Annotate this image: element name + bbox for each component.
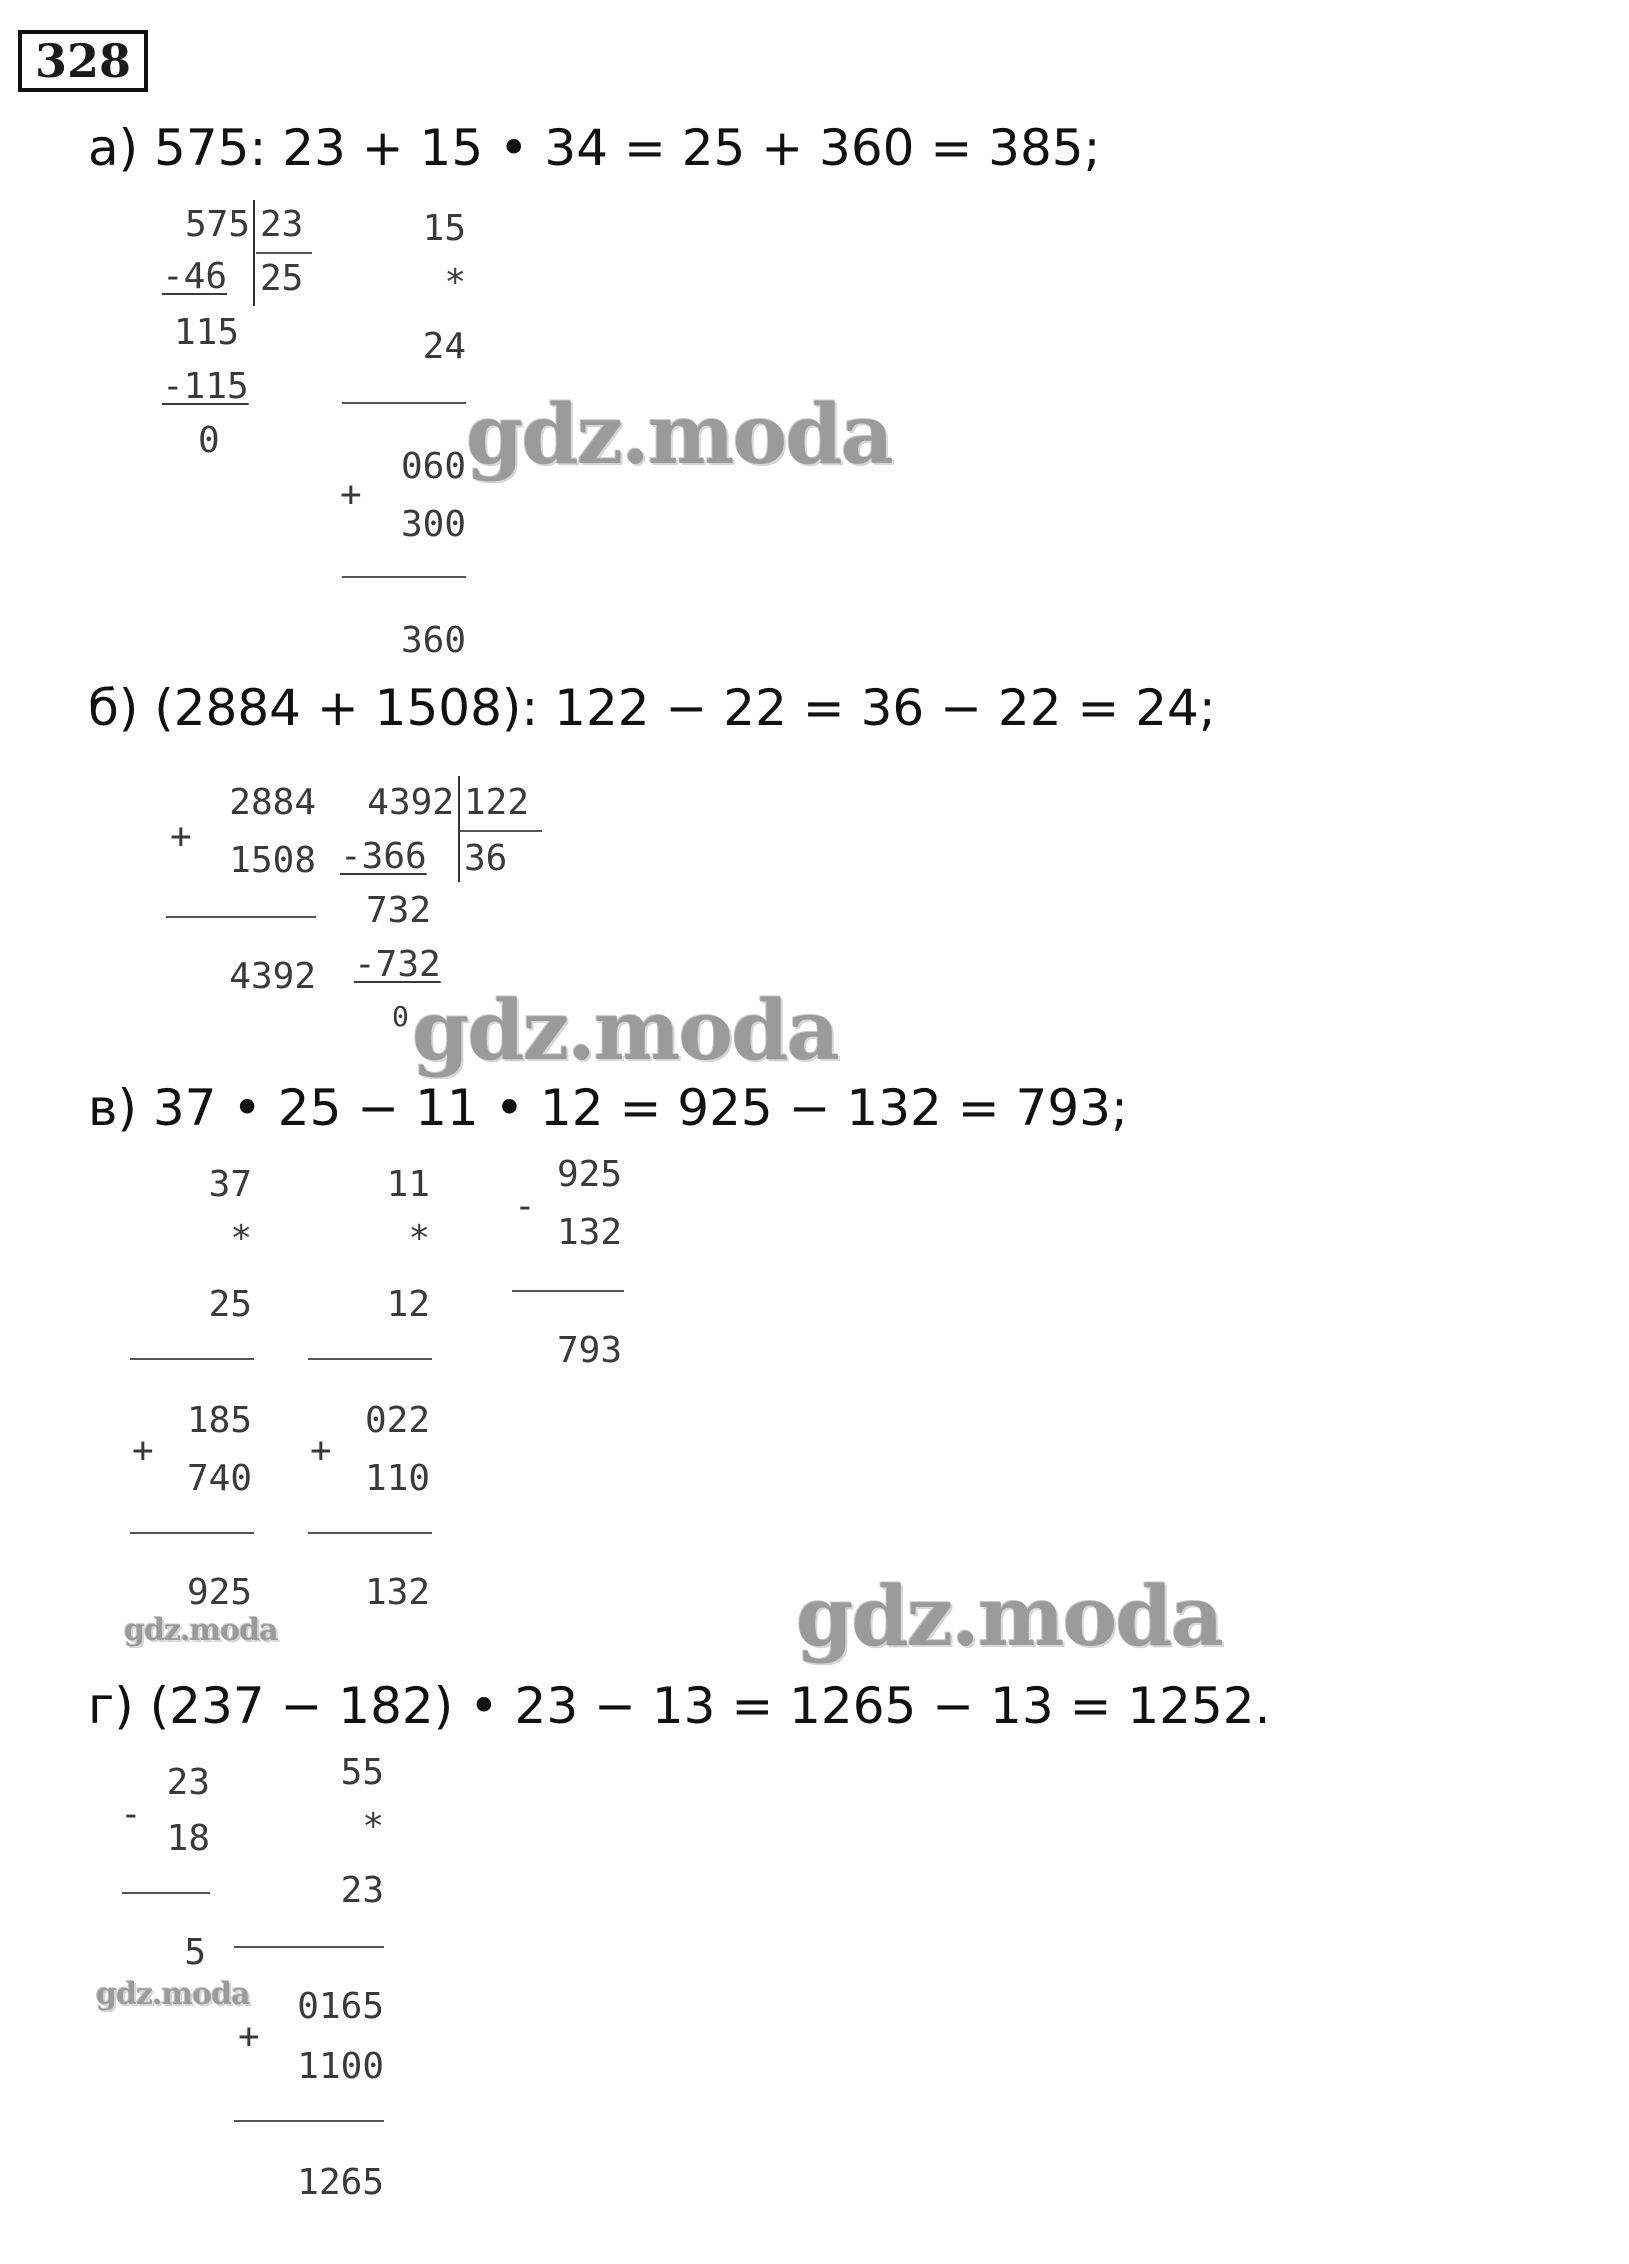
- multiply-sign: *: [230, 1218, 252, 1259]
- partial-product-1: 185: [186, 1400, 252, 1441]
- minuend: 925: [556, 1154, 622, 1195]
- dividend: 575: [184, 204, 250, 245]
- division-bracket-horizontal: [256, 252, 312, 254]
- product-result: 925: [186, 1572, 252, 1613]
- factor-top: 15: [422, 208, 466, 249]
- minus-sign: -: [514, 1186, 536, 1227]
- watermark: gdz.moda: [96, 1977, 250, 2012]
- partial-product-2: 300: [400, 504, 466, 545]
- division-bracket-horizontal: [460, 830, 542, 832]
- product-result: 132: [364, 1572, 430, 1613]
- addend-bottom: 1508: [229, 840, 316, 881]
- watermark: gdz.moda: [466, 387, 892, 483]
- difference-line: [512, 1290, 624, 1292]
- multiply-sign: *: [362, 1806, 384, 1847]
- product-line-2: [130, 1532, 254, 1534]
- plus-sign: +: [340, 474, 362, 515]
- factor-bottom: 25: [208, 1284, 252, 1325]
- subtrahend: 18: [166, 1818, 210, 1859]
- partial-remainder: 115: [174, 312, 240, 353]
- subtrahend-1: -366: [340, 836, 427, 877]
- remainder: 0: [198, 420, 220, 461]
- product-line-1: [130, 1358, 254, 1360]
- difference-line: [122, 1892, 210, 1894]
- plus-sign: +: [170, 816, 192, 857]
- product-line-1: [308, 1358, 432, 1360]
- partial-product-1: 022: [364, 1400, 430, 1441]
- watermark: gdz.moda: [796, 1569, 1222, 1665]
- division-bracket-vertical: [458, 776, 460, 882]
- sum-line: [166, 916, 316, 918]
- minus-sign: -: [120, 1794, 142, 1835]
- difference-result: 5: [184, 1932, 206, 1973]
- plus-sign: +: [132, 1430, 154, 1471]
- product-line-1: [234, 1946, 384, 1948]
- partial-product-1: 0165: [297, 1986, 384, 2027]
- subtrahend-2: -732: [354, 944, 441, 985]
- divisor: 23: [260, 204, 304, 245]
- multiply-sign: *: [408, 1218, 430, 1259]
- product-line-2: [342, 576, 466, 578]
- partial-remainder: 732: [366, 890, 432, 931]
- factor-top: 37: [208, 1164, 252, 1205]
- minuend: 23: [166, 1762, 210, 1803]
- factor-top: 55: [340, 1752, 384, 1793]
- division-bracket-vertical: [253, 200, 255, 306]
- subtrahend-2: -115: [162, 366, 249, 407]
- plus-sign: +: [238, 2016, 260, 2057]
- product-result: 360: [400, 620, 466, 661]
- equation-b: б) (2884 + 1508): 122 − 22 = 36 − 22 = 24;: [88, 679, 1216, 737]
- remainder: 0: [392, 1000, 409, 1033]
- sum-result: 4392: [229, 956, 316, 997]
- partial-product-2: 1100: [297, 2046, 384, 2087]
- product-result: 1265: [297, 2162, 384, 2203]
- plus-sign: +: [310, 1430, 332, 1471]
- subtrahend: 132: [556, 1212, 622, 1253]
- product-line-2: [234, 2120, 384, 2122]
- watermark: gdz.moda: [412, 983, 838, 1079]
- product-line-2: [308, 1532, 432, 1534]
- multiply-sign: *: [444, 262, 466, 303]
- factor-bottom: 24: [422, 326, 466, 367]
- problem-number: 328: [18, 30, 148, 92]
- watermark: gdz.moda: [124, 1613, 278, 1648]
- quotient: 36: [464, 838, 508, 879]
- divisor: 122: [464, 782, 530, 823]
- partial-product-2: 740: [186, 1458, 252, 1499]
- quotient: 25: [260, 258, 304, 299]
- dividend: 4392: [367, 782, 454, 823]
- factor-top: 11: [386, 1164, 430, 1205]
- equation-g: г) (237 − 182) • 23 − 13 = 1265 − 13 = 1252.: [88, 1677, 1271, 1735]
- partial-product-1: 060: [400, 446, 466, 487]
- factor-bottom: 12: [386, 1284, 430, 1325]
- equation-a: а) 575: 23 + 15 • 34 = 25 + 360 = 385;: [88, 119, 1101, 177]
- addend-top: 2884: [229, 782, 316, 823]
- equation-v: в) 37 • 25 − 11 • 12 = 925 − 132 = 793;: [88, 1079, 1128, 1137]
- partial-product-2: 110: [364, 1458, 430, 1499]
- difference-result: 793: [556, 1330, 622, 1371]
- factor-bottom: 23: [340, 1870, 384, 1911]
- product-line-1: [342, 402, 466, 404]
- subtrahend-1: -46: [162, 256, 228, 297]
